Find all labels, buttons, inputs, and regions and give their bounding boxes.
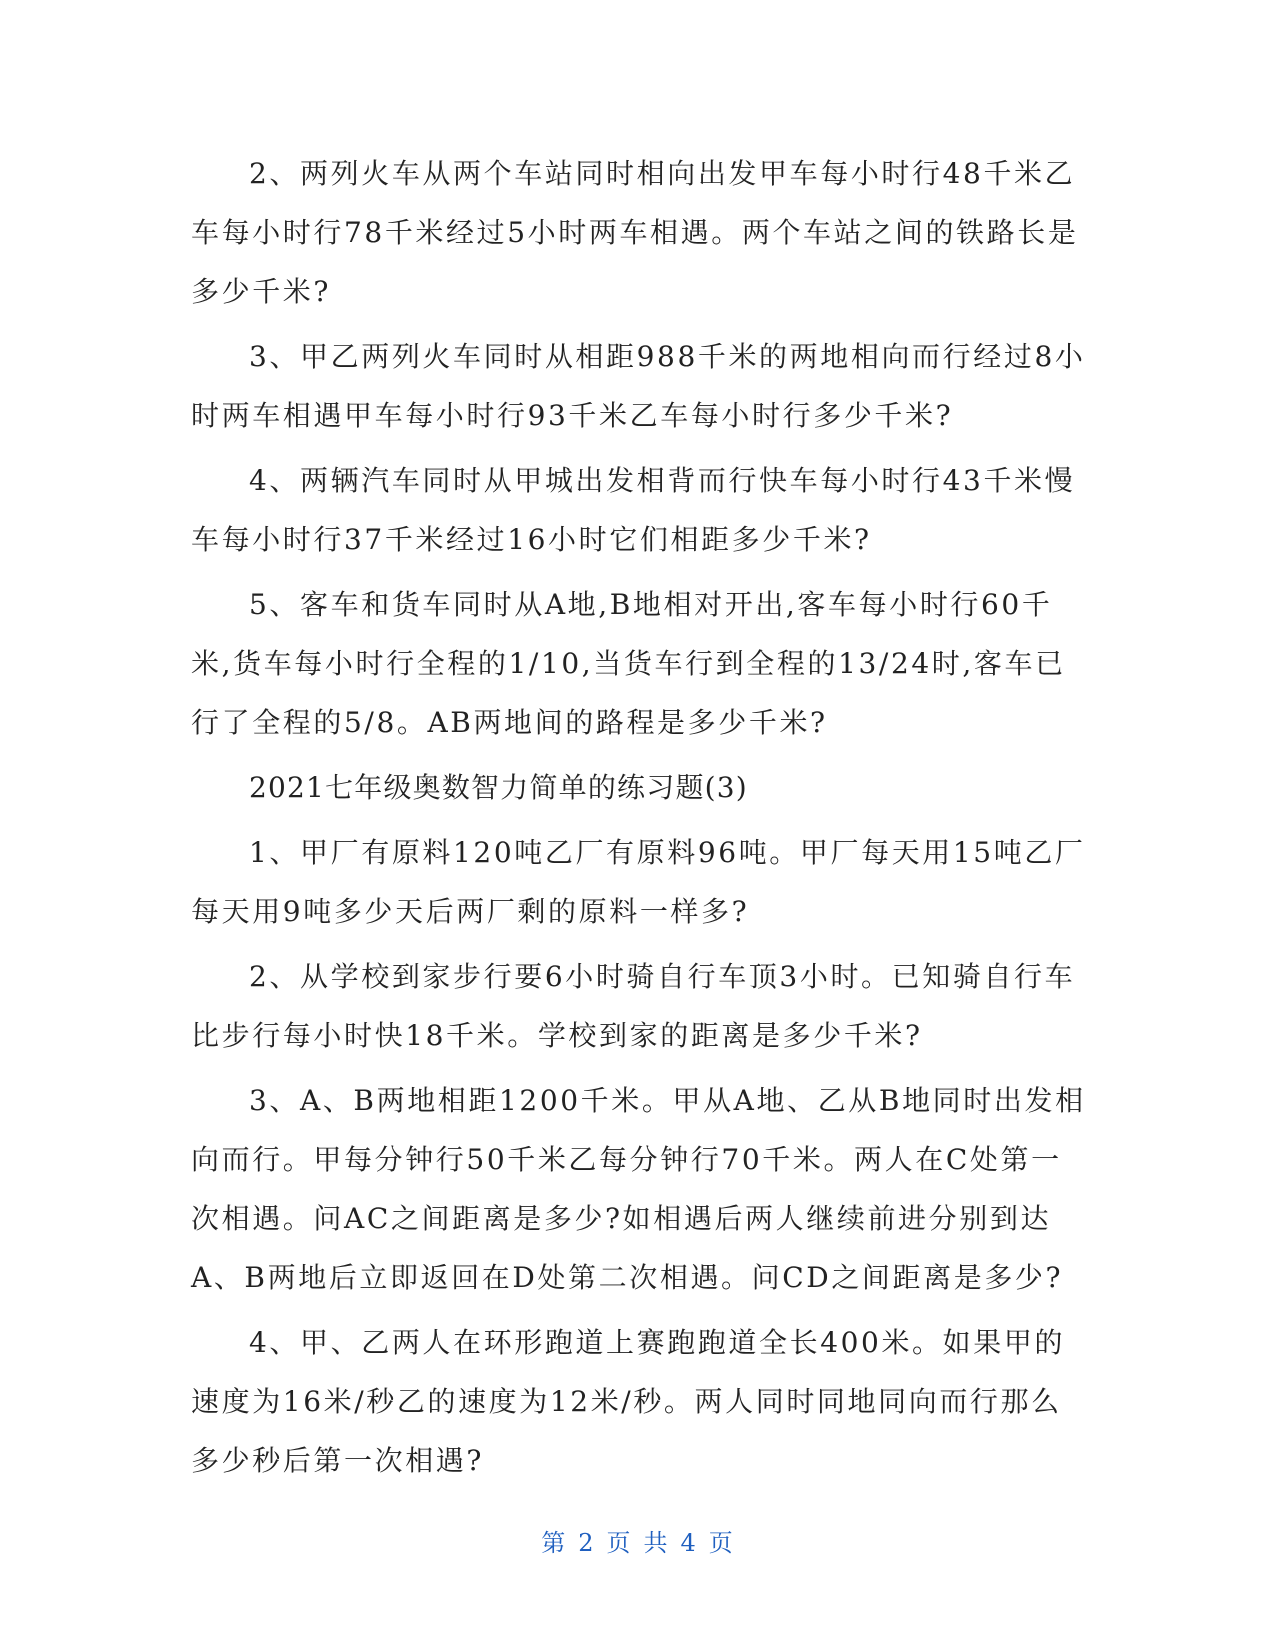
question-3-ab-meeting: 3、A、B两地相距1200千米。甲从A地、乙从B地同时出发相向而行。甲每分钟行50千米乙每分钟行70千米。两人在C处第一次相遇。问AC之间距离是多少?如相遇后两人继续前进分别到达A、B两地后立即返回在D处第二次相遇。问CD之间距离是多少? [191, 1084, 1086, 1294]
total-pages-number: 4 [680, 1529, 697, 1557]
question-2-train-meeting: 2、两列火车从两个车站同时相向出发甲车每小时行48千米乙车每小时行78千米经过5小时两车相遇。两个车站之间的铁路长是多少千米? [191, 157, 1079, 308]
page-footer [0, 1528, 1275, 1558]
page-label-mid: 页 [606, 1529, 632, 1557]
section-heading: 2021七年级奥数智力简单的练习题(3) [249, 771, 748, 804]
question-4-circular-track: 4、甲、乙两人在环形跑道上赛跑跑道全长400米。如果甲的速度为16米/秒乙的速度为12米/秒。两人同时同地同向而行那么多少秒后第一次相遇? [191, 1326, 1066, 1477]
current-page-number: 2 [578, 1529, 595, 1557]
page-label-suffix: 页 [708, 1529, 734, 1557]
question-5-bus-truck: 5、客车和货车同时从A地,B地相对开出,客车每小时行60千米,货车每小时行全程的1/10,当货车行到全程的13/24时,客车已行了全程的5/8。AB两地间的路程是多少千米? [191, 588, 1066, 739]
question-1-factory-materials: 1、甲厂有原料120吨乙厂有原料96吨。甲厂每天用15吨乙厂每天用9吨多少天后两厂剩的原料一样多? [191, 836, 1086, 928]
document-body [191, 144, 1091, 1496]
question-4-cars-apart: 4、两辆汽车同时从甲城出发相背而行快车每小时行43千米慢车每小时行37千米经过16小时它们相距多少千米? [191, 464, 1076, 556]
question-2-school-distance: 2、从学校到家步行要6小时骑自行车顶3小时。已知骑自行车比步行每小时快18千米。学校到家的距离是多少千米? [191, 960, 1076, 1052]
page-label-prefix: 第 [541, 1529, 567, 1557]
total-label: 共 [643, 1529, 669, 1557]
question-3-train-speed: 3、甲乙两列火车同时从相距988千米的两地相向而行经过8小时两车相遇甲车每小时行93千米乙车每小时行多少千米? [191, 340, 1086, 432]
